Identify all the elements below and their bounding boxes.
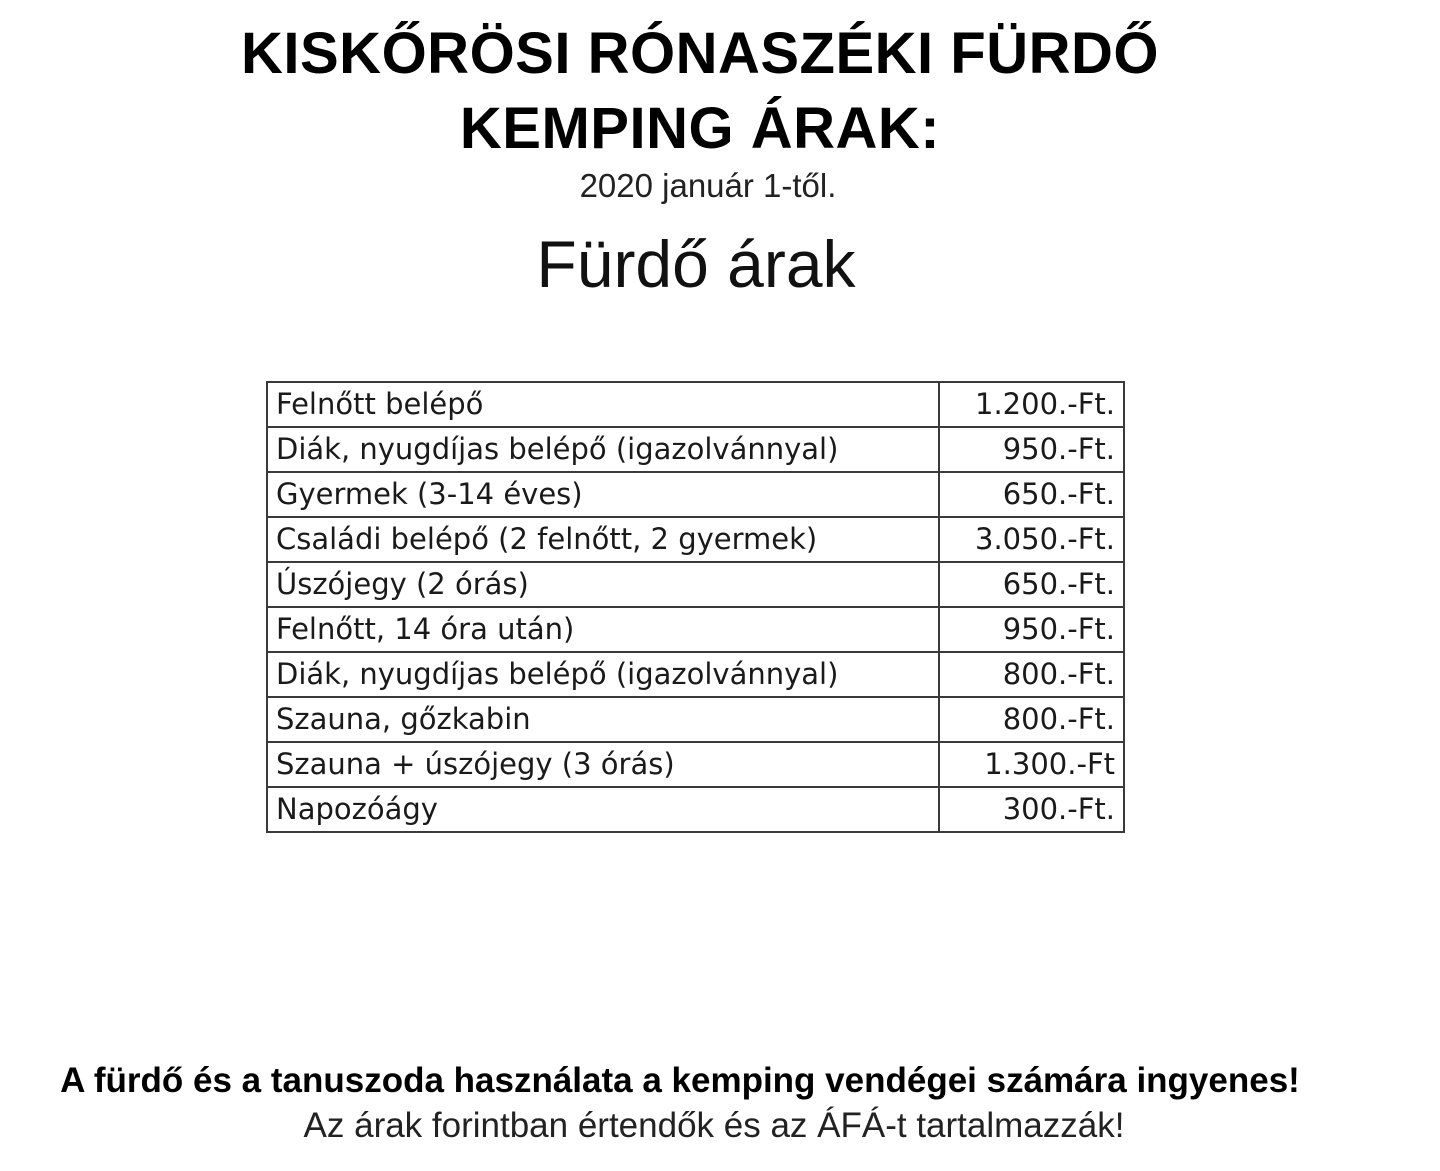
price-item-label: Szauna, gőzkabin (267, 697, 939, 742)
price-item-label: Szauna + úszójegy (3 órás) (267, 742, 939, 787)
table-row (267, 652, 1124, 697)
table-row (267, 472, 1124, 517)
table-row (267, 742, 1124, 787)
price-item-label: Gyermek (3-14 éves) (267, 472, 939, 517)
table-row (267, 562, 1124, 607)
price-item-label: Felnőtt, 14 óra után) (267, 607, 939, 652)
price-item-value: 800.-Ft. (939, 697, 1124, 742)
table-row (267, 787, 1124, 832)
table-row (267, 697, 1124, 742)
table-row (267, 427, 1124, 472)
page-title-line-1: KISKŐRÖSI RÓNASZÉKI FÜRDŐ (241, 21, 1159, 86)
table-row (267, 517, 1124, 562)
price-item-value: 300.-Ft. (939, 787, 1124, 832)
price-item-value: 650.-Ft. (939, 562, 1124, 607)
page-title-line-2: KEMPING ÁRAK: (459, 96, 941, 161)
price-table (266, 381, 1125, 833)
price-item-label: Diák, nyugdíjas belépő (igazolvánnyal) (267, 652, 939, 697)
vat-note: Az árak forintban értendők és az ÁFÁ-t tartalmazzák! (303, 1106, 1125, 1145)
valid-from-date: 2020 január 1-től. (579, 167, 837, 204)
price-item-value: 650.-Ft. (939, 472, 1124, 517)
section-title: Fürdő árak (536, 227, 856, 301)
price-item-label: Felnőtt belépő (267, 382, 939, 427)
price-item-value: 950.-Ft. (939, 607, 1124, 652)
price-item-value: 3.050.-Ft. (939, 517, 1124, 562)
price-item-label: Úszójegy (2 órás) (267, 562, 939, 607)
table-row (267, 382, 1124, 427)
price-item-value: 1.300.-Ft (939, 742, 1124, 787)
price-item-label: Családi belépő (2 felnőtt, 2 gyermek) (267, 517, 939, 562)
free-usage-notice: A fürdő és a tanuszoda használata a kemping vendégei számára ingyenes! (60, 1061, 1300, 1100)
price-item-value: 950.-Ft. (939, 427, 1124, 472)
table-row (267, 607, 1124, 652)
price-item-value: 1.200.-Ft. (939, 382, 1124, 427)
price-item-value: 800.-Ft. (939, 652, 1124, 697)
price-item-label: Diák, nyugdíjas belépő (igazolvánnyal) (267, 427, 939, 472)
price-item-label: Napozóágy (267, 787, 939, 832)
